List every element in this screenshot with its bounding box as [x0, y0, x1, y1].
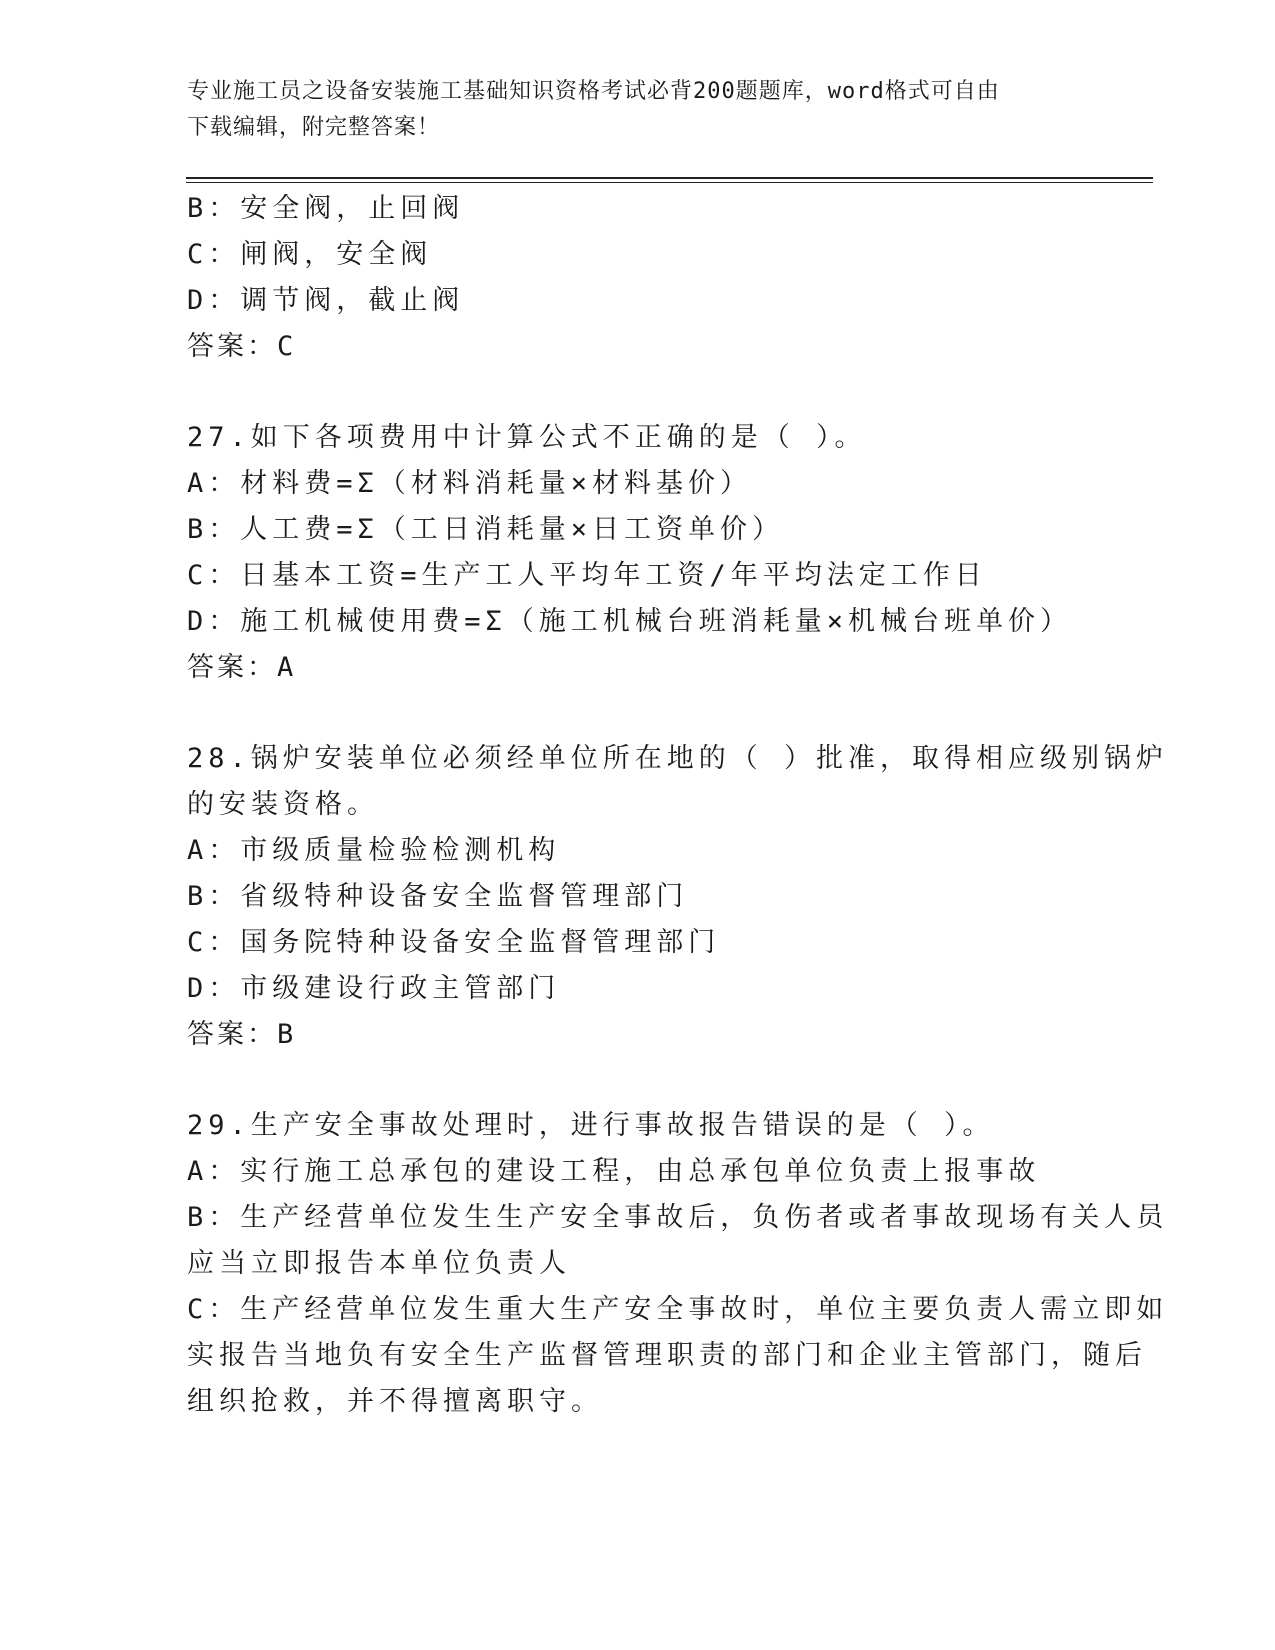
- option-b: B：省级特种设备安全监督管理部门: [187, 881, 689, 912]
- document-body: [187, 186, 1169, 1425]
- option-c: C：日基本工资=生产工人平均年工资/年平均法定工作日: [187, 560, 987, 591]
- header-line-2: 下载编辑，附完整答案！: [187, 115, 441, 140]
- question-27: [187, 415, 1087, 691]
- answer: 答案：A: [187, 652, 297, 683]
- header-divider-thin: [186, 182, 1153, 183]
- answer: 答案：C: [187, 331, 297, 362]
- question-stem-line-2: 的安装资格。: [187, 789, 379, 820]
- option-b: B：安全阀，止回阀: [187, 193, 465, 224]
- spacer: [187, 370, 1087, 415]
- question-stem: 27.如下各项费用中计算公式不正确的是（ ）。: [187, 422, 867, 453]
- question-26: [187, 186, 1087, 370]
- option-c: C：闸阀，安全阀: [187, 239, 433, 270]
- option-a: A：实行施工总承包的建设工程，由总承包单位负责上报事故: [187, 1156, 1041, 1187]
- option-d: D：施工机械使用费=Σ（施工机械台班消耗量×机械台班单价）: [187, 606, 1073, 637]
- question-29: [187, 1103, 1169, 1425]
- option-c-line-3: 组织抢救，并不得擅离职守。: [187, 1386, 603, 1417]
- option-a: A：材料费=Σ（材料消耗量×材料基价）: [187, 468, 753, 499]
- option-c: C：国务院特种设备安全监督管理部门: [187, 927, 721, 958]
- option-b-line-1: B：生产经营单位发生生产安全事故后，负伤者或者事故现场有关人员: [187, 1202, 1169, 1233]
- header-line-1: 专业施工员之设备安装施工基础知识资格考试必背200题题库，word格式可自由: [187, 79, 1000, 104]
- document-header: [187, 74, 1067, 146]
- question-stem: 29.生产安全事故处理时，进行事故报告错误的是（ ）。: [187, 1110, 995, 1141]
- option-c-line-2: 实报告当地负有安全生产监督管理职责的部门和企业主管部门，随后: [187, 1340, 1147, 1371]
- option-c-line-1: C：生产经营单位发生重大生产安全事故时，单位主要负责人需立即如: [187, 1294, 1169, 1325]
- header-divider-thick: [186, 177, 1153, 179]
- option-b-line-2: 应当立即报告本单位负责人: [187, 1248, 571, 1279]
- answer: 答案：B: [187, 1019, 297, 1050]
- option-d: D：市级建设行政主管部门: [187, 973, 561, 1004]
- option-d: D：调节阀，截止阀: [187, 285, 465, 316]
- option-a: A：市级质量检验检测机构: [187, 835, 561, 866]
- question-28: [187, 736, 1169, 1058]
- spacer: [187, 1058, 1087, 1103]
- question-stem-line-1: 28.锅炉安装单位必须经单位所在地的（ ）批准，取得相应级别锅炉: [187, 743, 1169, 774]
- option-b: B：人工费=Σ（工日消耗量×日工资单价）: [187, 514, 785, 545]
- spacer: [187, 691, 1087, 736]
